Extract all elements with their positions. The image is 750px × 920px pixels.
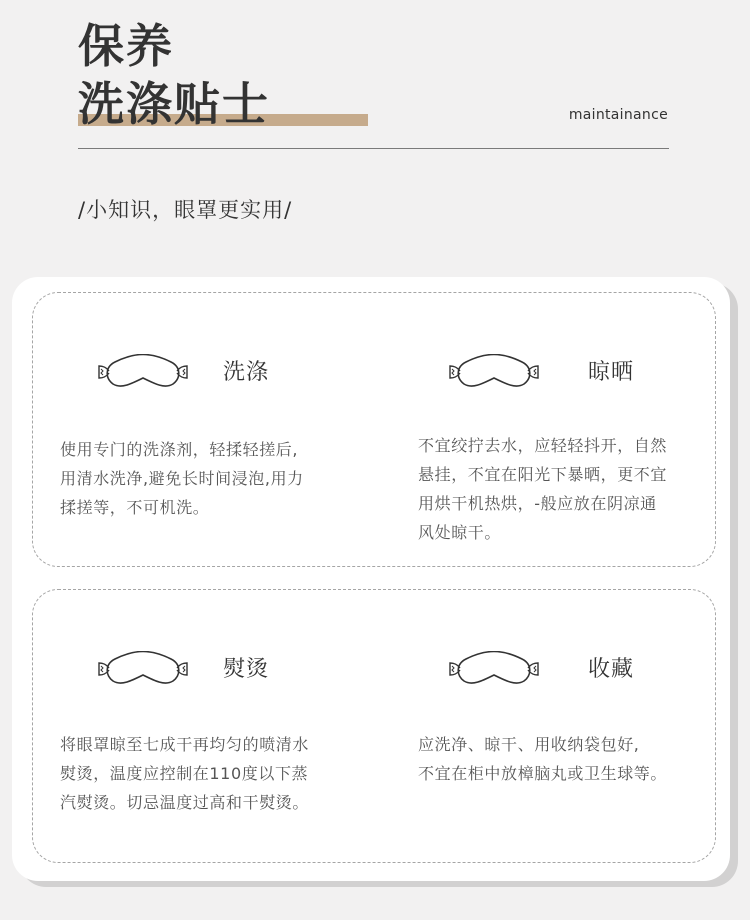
eye-mask-icon xyxy=(95,354,191,390)
english-subtitle: maintainance xyxy=(568,107,668,123)
tip-storage xyxy=(375,590,717,862)
tagline: /小知识，眼罩更实用/ xyxy=(78,198,293,222)
eye-mask-icon xyxy=(95,651,191,687)
tip-washing xyxy=(33,293,375,566)
tips-panel-top xyxy=(32,292,716,567)
tip-drying xyxy=(375,293,717,566)
eye-mask-icon xyxy=(446,651,542,687)
eye-mask-icon xyxy=(446,354,542,390)
tip-text: 不宜绞拧去水，应轻轻抖开，自然 悬挂，不宜在阳光下暴晒，更不宜 用烘干机热烘，-般应放在阴凉通 风处晾干。 xyxy=(418,436,668,542)
title-line-1: 保养 xyxy=(78,19,174,73)
tip-title: 洗涤 xyxy=(223,360,270,385)
tip-title: 收藏 xyxy=(588,657,635,682)
tip-ironing xyxy=(33,590,375,862)
tip-title: 熨烫 xyxy=(223,657,270,682)
tips-panel-bottom xyxy=(32,589,716,863)
header-divider xyxy=(78,148,669,149)
tips-card xyxy=(12,277,730,881)
tip-title: 晾晒 xyxy=(588,360,635,385)
tip-text: 使用专门的洗涤剂，轻揉轻搓后, 用清水洗净,避免长时间浸泡,用力 揉搓等，不可机洗。 xyxy=(60,440,304,517)
title-line-2: 洗涤贴士 xyxy=(78,77,270,131)
tip-text: 应洗净、晾干、用收纳袋包好, 不宜在柜中放樟脑丸或卫生球等。 xyxy=(418,735,668,783)
tip-text: 将眼罩晾至七成干再均匀的喷清水 熨烫，温度应控制在110度以下蒸 汽熨烫。切忌温度过高和干熨烫。 xyxy=(60,735,310,812)
